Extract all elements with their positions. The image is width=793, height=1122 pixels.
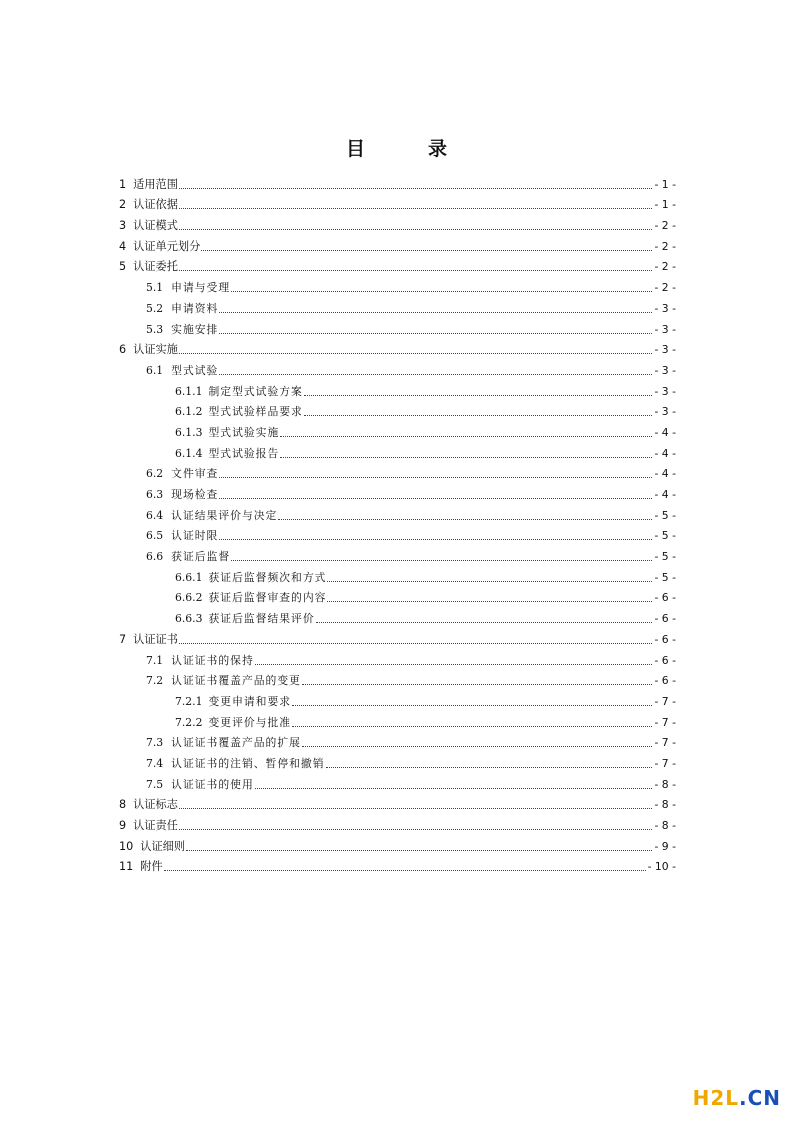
toc-dot-leader (164, 869, 646, 871)
toc-dot-leader (179, 228, 653, 230)
toc-dot-leader (304, 414, 653, 416)
toc-entry[interactable] (119, 626, 676, 647)
toc-entry-label: 适用范围 (133, 177, 178, 191)
watermark-logo (693, 1086, 781, 1110)
toc-entry-number: 6.6 (146, 550, 164, 564)
toc-entry-number: 7.4 (146, 756, 164, 770)
toc-dot-leader (304, 394, 653, 396)
toc-entry[interactable] (119, 337, 676, 358)
toc-dot-leader (302, 683, 653, 685)
toc-entry-label: 认证证书覆盖产品的扩展 (171, 736, 301, 750)
toc-dot-leader (255, 787, 653, 789)
toc-entry[interactable] (119, 440, 676, 461)
toc-entry-page-number: - 2 - (654, 239, 676, 253)
toc-entry-number: 7.5 (146, 777, 164, 791)
toc-entry-number: 4 (119, 239, 127, 253)
toc-entry-number: 2 (119, 198, 127, 212)
toc-entry-label: 认证证书的保持 (171, 653, 254, 667)
toc-entry-number: 6.6.2 (175, 591, 203, 605)
toc-dot-leader (219, 538, 652, 540)
toc-entry-number: 6.6.3 (175, 612, 203, 626)
toc-entry-label: 制定型式试验方案 (208, 384, 303, 398)
toc-entry-page-number: - 7 - (654, 694, 676, 708)
toc-dot-leader (179, 187, 653, 189)
toc-entry-page-number: - 5 - (654, 529, 676, 543)
toc-entry-label: 型式试验报告 (208, 446, 280, 460)
toc-dot-leader (231, 290, 652, 292)
toc-entry-page-number: - 2 - (654, 219, 676, 233)
toc-entry-label: 获证后监督 (171, 550, 231, 564)
toc-dot-leader (326, 766, 653, 768)
toc-entry[interactable] (119, 419, 676, 440)
toc-dot-leader (316, 621, 653, 623)
toc-entry-number: 6.2 (146, 467, 164, 481)
toc-entry-label: 认证时限 (171, 529, 219, 543)
toc-entry-label: 获证后监督结果评价 (208, 612, 315, 626)
toc-entry[interactable] (119, 605, 676, 626)
toc-entry[interactable] (119, 274, 676, 295)
toc-entry-number: 6.1.1 (175, 384, 203, 398)
toc-entry-page-number: - 4 - (654, 467, 676, 481)
toc-dot-leader (292, 725, 652, 727)
toc-entry[interactable] (119, 461, 676, 482)
toc-entry-page-number: - 6 - (654, 653, 676, 667)
toc-dot-leader (179, 352, 653, 354)
toc-entry-number: 7 (119, 632, 127, 646)
toc-entry-label: 变更申请和要求 (208, 694, 292, 708)
toc-dot-leader (201, 249, 652, 251)
toc-entry[interactable] (119, 812, 676, 833)
toc-entry[interactable] (119, 171, 676, 192)
toc-entry[interactable] (119, 543, 676, 564)
toc-dot-leader (179, 269, 653, 271)
toc-dot-leader (280, 435, 652, 437)
toc-dot-leader (327, 580, 652, 582)
toc-entry-label: 认证单元划分 (133, 239, 201, 253)
watermark-cn: .CN (738, 1086, 781, 1110)
watermark-h2l: H2L (692, 1086, 739, 1110)
toc-entry[interactable] (119, 212, 676, 233)
toc-entry-number: 6.5 (146, 529, 164, 543)
toc-entry-page-number: - 3 - (654, 343, 676, 357)
toc-dot-leader (278, 518, 652, 520)
toc-entry-label: 变更评价与批准 (208, 715, 292, 729)
toc-entry-number: 5.1 (146, 281, 164, 295)
toc-entry-label: 认证责任 (133, 819, 178, 832)
toc-entry[interactable] (119, 771, 676, 792)
toc-entry-number: 6.4 (146, 508, 164, 522)
toc-dot-leader (186, 849, 652, 851)
toc-entry-page-number: - 5 - (654, 570, 676, 584)
toc-dot-leader (219, 497, 652, 499)
toc-entry[interactable] (119, 854, 676, 875)
toc-entry-page-number: - 6 - (654, 632, 676, 646)
toc-entry-page-number: - 8 - (654, 819, 676, 832)
toc-entry[interactable] (119, 316, 676, 337)
toc-entry-number: 3 (119, 219, 127, 233)
toc-entry-label: 认证委托 (133, 260, 178, 274)
toc-entry[interactable] (119, 750, 676, 771)
toc-entry-page-number: - 5 - (654, 508, 676, 522)
toc-entry-label: 认证证书覆盖产品的变更 (171, 674, 301, 688)
toc-entry[interactable] (119, 668, 676, 689)
toc-dot-leader (179, 828, 653, 830)
toc-entry-page-number: - 4 - (654, 425, 676, 439)
toc-entry-page-number: - 8 - (654, 798, 676, 812)
toc-entry-label: 型式试验样品要求 (208, 405, 303, 419)
toc-entry[interactable] (119, 709, 676, 730)
toc-entry[interactable] (119, 357, 676, 378)
toc-entry-number: 6 (119, 343, 127, 357)
toc-dot-leader (179, 642, 653, 644)
toc-dot-leader (219, 476, 652, 478)
toc-entry[interactable] (119, 378, 676, 399)
toc-entry-page-number: - 5 - (654, 550, 676, 564)
toc-entry-page-number: - 8 - (654, 777, 676, 791)
toc-dot-leader (280, 456, 652, 458)
toc-entry-label: 申请与受理 (171, 281, 231, 295)
toc-entry-label: 认证证书 (133, 632, 178, 646)
toc-entry-number: 10 (119, 839, 134, 853)
toc-entry[interactable] (119, 233, 676, 254)
toc-entry-number: 6.1.4 (175, 446, 203, 460)
toc-entry-label: 型式试验 (171, 363, 219, 377)
toc-entry-number: 6.1 (146, 363, 164, 377)
toc-entry-page-number: - 9 - (654, 839, 676, 853)
toc-entry-page-number: - 1 - (654, 198, 676, 212)
toc-dot-leader (231, 559, 652, 561)
toc-entry-label: 认证细则 (140, 839, 186, 853)
toc-entry-page-number: - 6 - (654, 612, 676, 626)
toc-entry-label: 获证后监督审查的内容 (208, 591, 327, 605)
toc-entry[interactable] (119, 523, 676, 544)
toc-entry-number: 1 (119, 177, 127, 191)
toc-entry-label: 认证证书的使用 (171, 777, 254, 791)
toc-entry-label: 认证模式 (133, 219, 178, 233)
toc-entry-page-number: - 10 - (647, 860, 676, 874)
toc-entry-page-number: - 4 - (654, 488, 676, 501)
toc-entry-number: 11 (119, 860, 134, 874)
toc-dot-leader (292, 704, 652, 706)
toc-entry-label: 认证依据 (133, 198, 178, 212)
toc-entry[interactable] (119, 730, 676, 751)
toc-dot-leader (179, 207, 653, 209)
toc-dot-leader (179, 807, 653, 809)
toc-entry[interactable] (119, 833, 676, 854)
toc-entry-number: 6.6.1 (175, 570, 203, 584)
toc-entry-label: 实施安排 (171, 322, 219, 336)
toc-entry[interactable] (119, 502, 676, 523)
toc-entry-number: 7.1 (146, 653, 164, 667)
toc-entry[interactable] (119, 481, 676, 502)
toc-entry-page-number: - 7 - (654, 756, 676, 770)
toc-entry-label: 认证实施 (133, 343, 178, 357)
toc-entry-page-number: - 6 - (654, 674, 676, 688)
toc-entry-number: 8 (119, 798, 127, 812)
toc-entry-number: 7.2.1 (175, 694, 203, 708)
toc-dot-leader (255, 663, 653, 665)
toc-entry-page-number: - 1 - (654, 177, 676, 191)
toc-entry-page-number: - 3 - (654, 384, 676, 398)
toc-entry-label: 型式试验实施 (208, 425, 280, 439)
toc-entry-page-number: - 7 - (654, 715, 676, 729)
toc-entry-label: 获证后监督频次和方式 (208, 570, 327, 584)
toc-entry-page-number: - 4 - (654, 446, 676, 460)
toc-entry[interactable] (119, 792, 676, 813)
toc-entry-page-number: - 2 - (654, 281, 676, 295)
toc-entry-label: 申请资料 (171, 301, 219, 315)
toc-entry[interactable] (119, 585, 676, 606)
toc-dot-leader (219, 373, 652, 375)
page-title: 目 录 (345, 138, 469, 160)
toc-entry-page-number: - 3 - (654, 363, 676, 377)
toc-entry-label: 文件审查 (171, 467, 219, 481)
toc-entry-number: 6.1.3 (175, 425, 203, 439)
toc-entry-number: 6.1.2 (175, 405, 203, 419)
toc-entry-label: 认证结果评价与决定 (171, 508, 278, 522)
toc-entry-page-number: - 6 - (654, 591, 676, 605)
toc-entry-label: 认证标志 (133, 798, 178, 812)
toc-entry-number: 7.3 (146, 736, 164, 750)
toc-entry-page-number: - 7 - (654, 736, 676, 750)
toc-entry-number: 6.3 (146, 488, 164, 501)
toc-entry-page-number: - 3 - (654, 322, 676, 336)
toc-entry[interactable] (119, 399, 676, 420)
toc-entry-number: 7.2 (146, 674, 164, 688)
toc-entry[interactable] (119, 254, 676, 275)
toc-entry-number: 5.3 (146, 322, 164, 336)
toc-dot-leader (219, 311, 652, 313)
toc-entry-page-number: - 2 - (654, 260, 676, 274)
toc-entry-number: 5 (119, 260, 127, 274)
toc-entry-number: 7.2.2 (175, 715, 203, 729)
toc-entry-page-number: - 3 - (654, 405, 676, 419)
toc-entry-number: 9 (119, 819, 127, 832)
toc-entry-number: 5.2 (146, 301, 164, 315)
toc-entry[interactable] (119, 192, 676, 213)
toc-entry[interactable] (119, 295, 676, 316)
toc-dot-leader (302, 745, 653, 747)
toc-entry-label: 附件 (140, 860, 163, 874)
toc-entry-label: 现场检查 (171, 488, 219, 501)
table-of-contents (119, 171, 676, 874)
toc-entry-page-number: - 3 - (654, 301, 676, 315)
toc-dot-leader (327, 600, 652, 602)
toc-entry[interactable] (119, 564, 676, 585)
toc-dot-leader (219, 332, 652, 334)
toc-entry[interactable] (119, 688, 676, 709)
toc-entry-label: 认证证书的注销、暂停和撤销 (171, 756, 325, 770)
toc-entry[interactable] (119, 647, 676, 668)
